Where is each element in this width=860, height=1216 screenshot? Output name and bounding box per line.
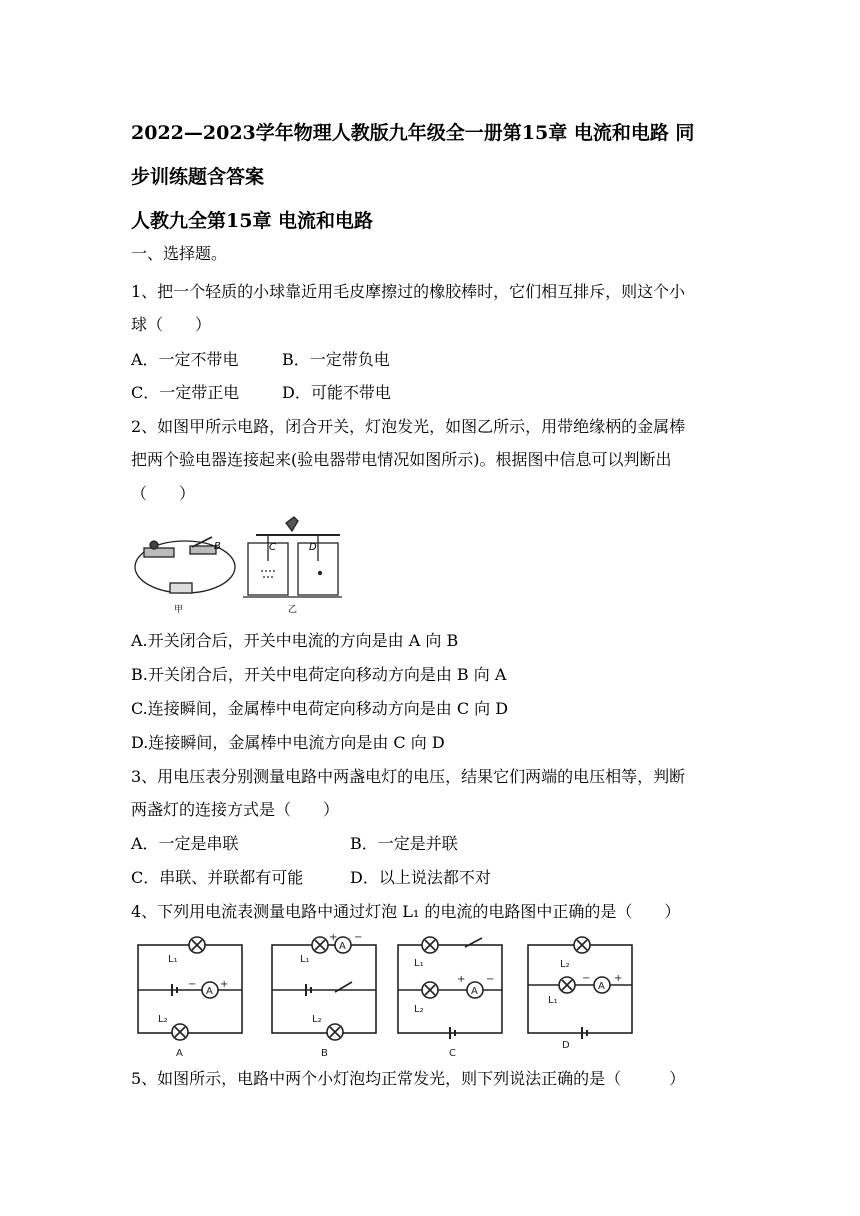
q2-option-d: D.连接瞬间，金属棒中电流方向是由 C 向 D	[131, 733, 445, 752]
circuit-c-minus: −	[486, 974, 495, 985]
q2-stem-line-3: （ ）	[131, 484, 196, 503]
circuit-c-ammeter: A	[471, 986, 478, 997]
q1-option-d: D．可能不带电	[282, 383, 391, 402]
document-title-line-2: 步训练题含答案	[131, 166, 265, 188]
q2-stem-line-1: 2、如图甲所示电路，闭合开关，灯泡发光，如图乙所示，用带绝缘柄的金属棒	[131, 417, 686, 436]
circuit-d-plus: +	[614, 973, 623, 984]
circuit-c	[398, 937, 502, 1039]
q2-label-b: B	[214, 541, 221, 552]
circuit-b-l1: L₁	[300, 954, 310, 965]
q2-label-d: D	[309, 542, 317, 553]
q2-option-b: B.开关闭合后，开关中电荷定向移动方向是由 B 向 A	[131, 665, 507, 684]
q3-stem-line-1: 3、用电压表分别测量电路中两盏电灯的电压，结果它们两端的电压相等，判断	[131, 767, 686, 786]
q4-circuits-svg	[130, 930, 640, 1060]
q2-option-c: C.连接瞬间，金属棒中电荷定向移动方向是由 C 向 D	[131, 699, 509, 718]
q1-stem-line-1: 1、把一个轻质的小球靠近用毛皮摩擦过的橡胶棒时，它们相互排斥，则这个小	[131, 282, 686, 301]
circuit-a-l2: L₂	[158, 1014, 168, 1025]
q3-stem-line-2: 两盏灯的连接方式是（ ）	[131, 800, 340, 819]
circuit-b-minus: −	[354, 932, 363, 943]
q3-option-d: D．以上说法都不对	[350, 868, 491, 887]
circuit-d-label: D	[562, 1040, 570, 1051]
q4-circuits	[130, 930, 640, 1060]
circuit-d-minus: −	[582, 973, 591, 984]
q2-figure-svg	[130, 515, 350, 617]
q5-stem: 5、如图所示，电路中两个小灯泡均正常发光，则下列说法正确的是（ ）	[131, 1069, 686, 1088]
q2-figure	[130, 515, 350, 617]
document-subtitle: 人教九全第15章 电流和电路	[131, 210, 374, 232]
circuit-b-label: B	[321, 1048, 328, 1059]
circuit-b-ammeter: A	[339, 941, 346, 952]
q1-option-b: B．一定带负电	[282, 350, 390, 369]
circuit-b-l2: L₂	[312, 1014, 322, 1025]
circuit-d-l2: L₂	[560, 959, 570, 970]
circuit-d-l1: L₁	[548, 995, 558, 1006]
q1-stem-line-2: 球（ ）	[131, 315, 212, 334]
q1-option-a: A．一定不带电	[131, 350, 239, 369]
circuit-b-plus: +	[329, 932, 338, 943]
circuit-d-ammeter: A	[598, 981, 605, 992]
section-heading: 一、选择题。	[131, 244, 228, 263]
circuit-c-l2: L₂	[414, 1004, 424, 1015]
circuit-a-minus: −	[188, 979, 197, 990]
q2-label-jia: 甲	[174, 605, 184, 615]
q3-option-b: B．一定是并联	[350, 834, 458, 853]
q2-option-a: A.开关闭合后，开关中电流的方向是由 A 向 B	[131, 631, 459, 650]
circuit-a-l1: L₁	[168, 954, 178, 965]
circuit-a-label: A	[176, 1048, 183, 1059]
circuit-a-ammeter: A	[206, 986, 213, 997]
circuit-c-l1: L₁	[414, 958, 424, 969]
document-title-line-1: 2022—2023学年物理人教版九年级全一册第15章 电流和电路 同	[131, 122, 695, 144]
circuit-c-plus: +	[457, 974, 466, 985]
q4-stem: 4、下列用电流表测量电路中通过灯泡 L₁ 的电流的电路图中正确的是（ ）	[131, 902, 681, 921]
circuit-b	[272, 937, 376, 1040]
q1-option-c: C．一定带正电	[131, 383, 240, 402]
circuit-d	[528, 937, 632, 1039]
q2-label-yi: 乙	[288, 605, 298, 615]
q3-option-a: A．一定是串联	[131, 834, 239, 853]
circuit-c-label: C	[449, 1048, 456, 1059]
circuit-a-plus: +	[220, 979, 229, 990]
q3-option-c: C．串联、并联都有可能	[131, 868, 304, 887]
electroscopes-yi	[243, 517, 342, 597]
q2-stem-line-2: 把两个验电器连接起来(验电器带电情况如图所示)。根据图中信息可以判断出	[131, 450, 672, 469]
q2-label-c: C	[269, 542, 276, 553]
q4-circuit-labels	[158, 932, 622, 1059]
